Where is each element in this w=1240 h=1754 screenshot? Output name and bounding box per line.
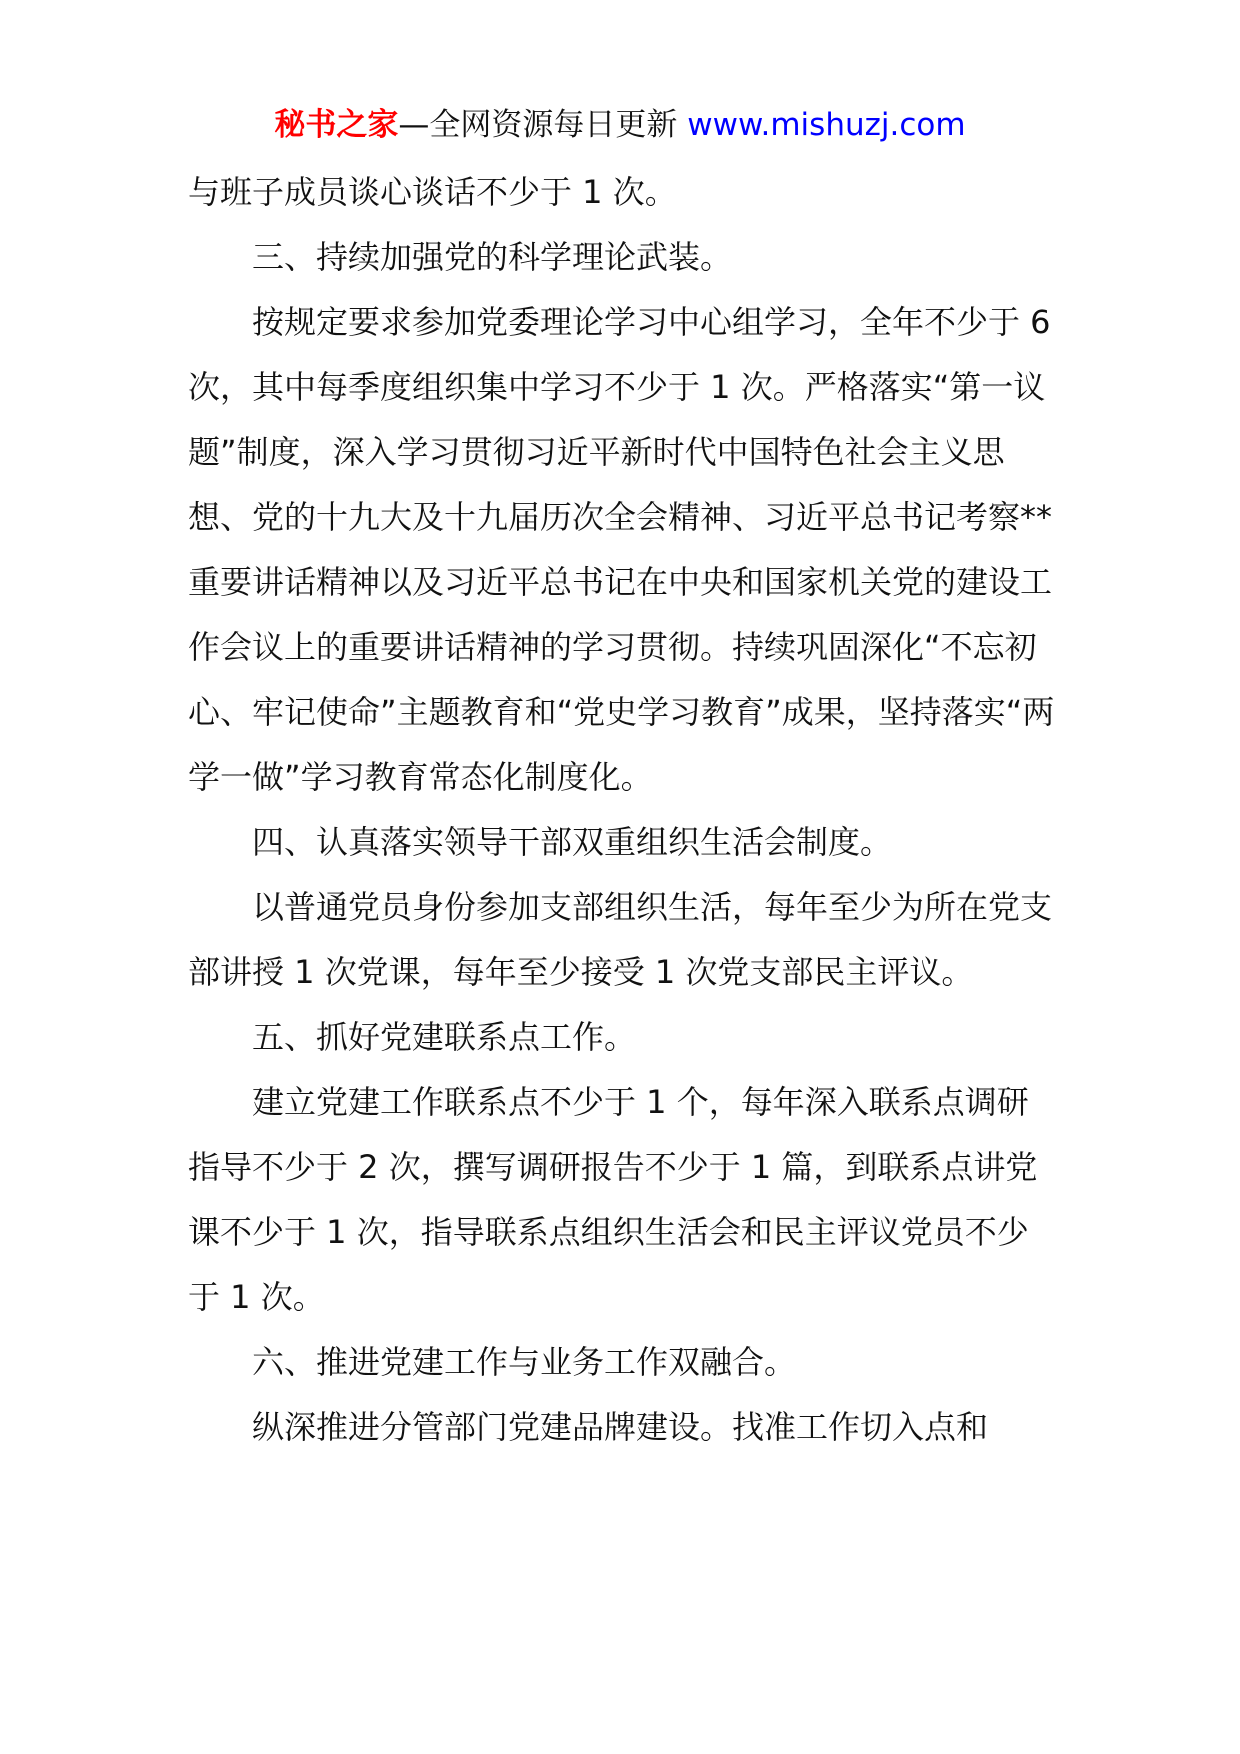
section-heading-4: 四、认真落实领导干部双重组织生活会制度。 [252, 823, 893, 861]
section-heading-5: 五、抓好党建联系点工作。 [252, 1018, 637, 1056]
site-url[interactable]: www.mishuzj.com [687, 107, 966, 143]
site-tagline: —全网资源每日更新 [398, 107, 688, 143]
paragraph-theory-study: 按规定要求参加党委理论学习中心组学习，全年不少于 6 次，其中每季度组织集中学习不少于 1 次。严格落实“第一议题”制度，深入学习贯彻习近平新时代中国特色社会主义思想、党的十九大及十九届历次全会精神、习近平总书记考察**重要讲话精神以及习近平总书记在中央和国家机关党的建设工作会议上的重要讲话精神的学习贯彻。持续巩固深化“不忘初心、牢记使命”主题教育和“党史学习教育”成果，坚持落实“两学一做”学习教育常态化制度化。 [188, 303, 1055, 796]
paragraph-contact-point: 建立党建工作联系点不少于 1 个，每年深入联系点调研指导不少于 2 次，撰写调研报告不少于 1 篇，到联系点讲党课不少于 1 次，指导联系点组织生活会和民主评议党员不少于 1 次。 [188, 1083, 1038, 1316]
section-heading-6: 六、推进党建工作与业务工作双融合。 [252, 1343, 797, 1381]
section-heading-3: 三、持续加强党的科学理论武装。 [252, 238, 733, 276]
paragraph-continuation: 与班子成员谈心谈话不少于 1 次。 [188, 173, 677, 211]
paragraph-integration: 纵深推进分管部门党建品牌建设。找准工作切入点和 [252, 1408, 989, 1446]
page-header [0, 100, 1240, 150]
document-body [188, 160, 1060, 1460]
site-brand: 秘书之家 [274, 107, 399, 143]
paragraph-organization-life: 以普通党员身份参加支部组织生活，每年至少为所在党支部讲授 1 次党课，每年至少接受 1 次党支部民主评议。 [188, 888, 1053, 991]
